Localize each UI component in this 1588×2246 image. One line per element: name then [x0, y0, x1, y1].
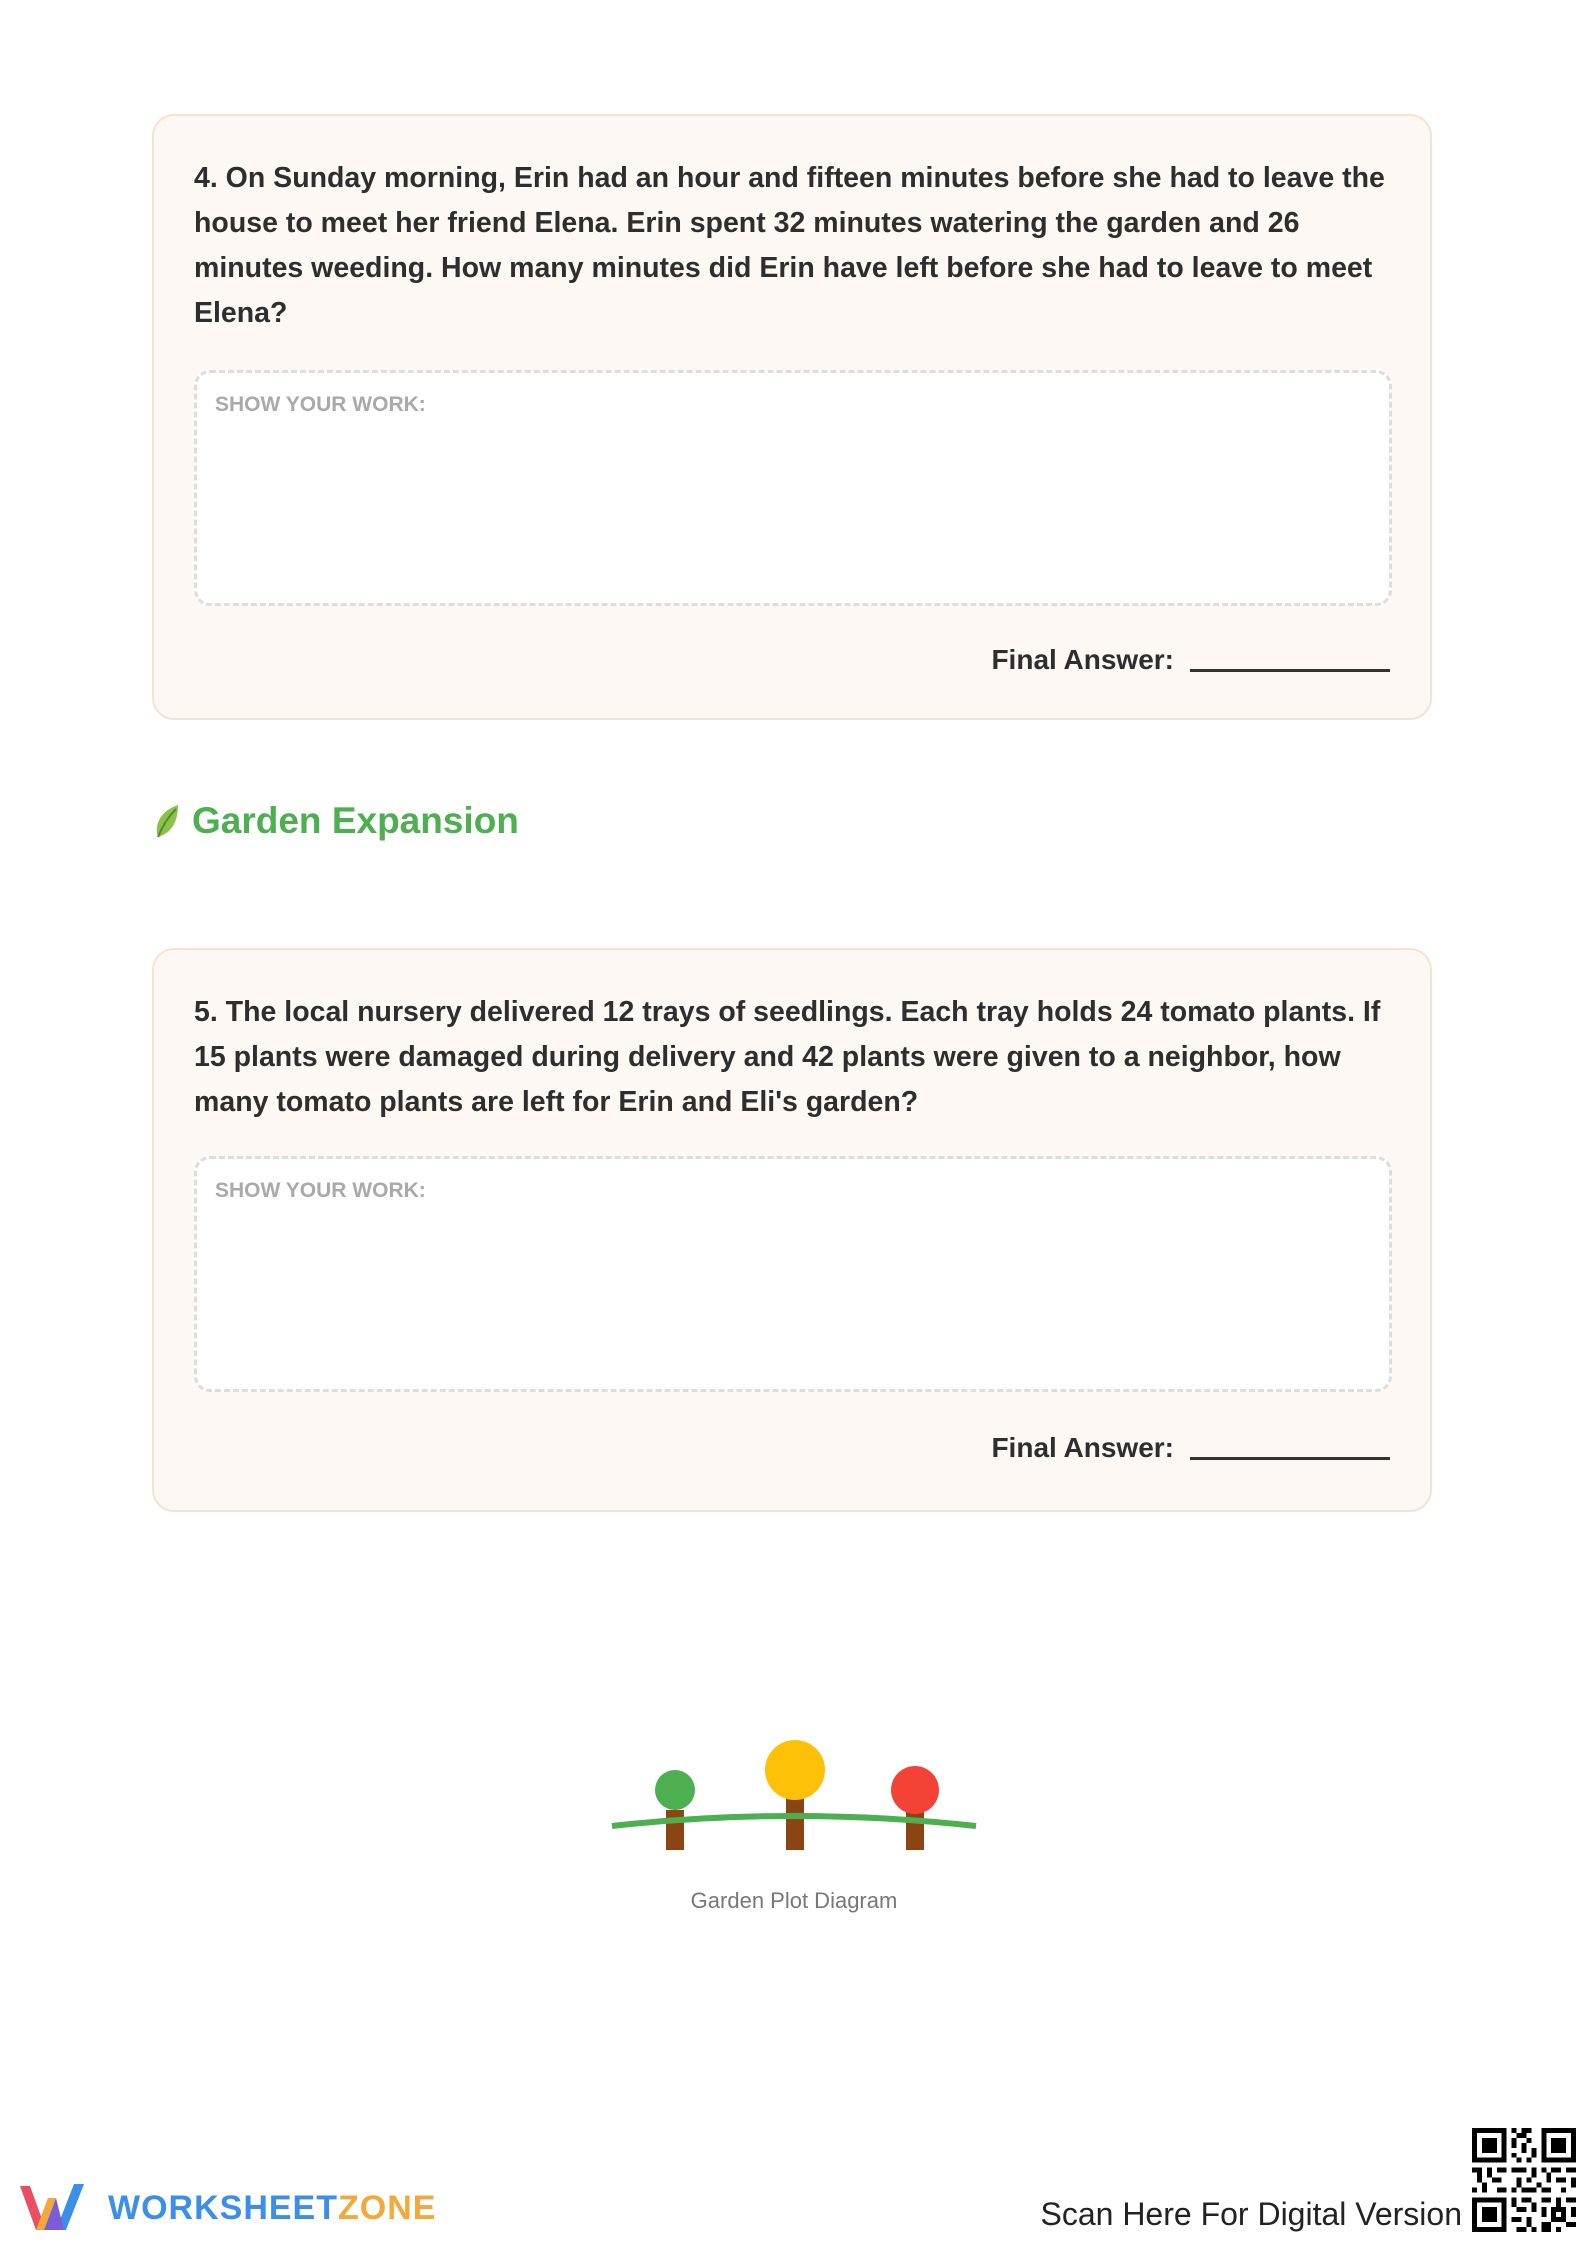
section-title: Garden Expansion: [192, 800, 519, 841]
question-card-5: [152, 948, 1432, 1512]
show-work-label: SHOW YOUR WORK:: [215, 1179, 426, 1202]
question-text: 4. On Sunday morning, Erin had an hour and fifteen minutes before she had to leave the house to meet her friend Elena. Erin spent 32 minutes watering the garden and 26 minutes weeding. How many minutes did Erin have left before she had to leave to meet Elena?: [194, 162, 1385, 329]
plant-top-left: [655, 1770, 695, 1810]
plant-trunk-middle: [786, 1798, 804, 1850]
brand-logo[interactable]: [18, 2180, 436, 2236]
plant-trunk-left: [666, 1810, 684, 1850]
section-heading: [152, 800, 519, 842]
show-work-box[interactable]: [194, 1156, 1392, 1392]
plant-top-middle: [765, 1740, 825, 1800]
question-text: 5. The local nursery delivered 12 trays of seedlings. Each tray holds 24 tomato plants. If 15 plants were damaged during delivery and 42 plants were given to a neighbor, how many tomato plants are left for Erin and Eli's garden?: [194, 996, 1381, 1118]
garden-plot-diagram: [606, 1730, 982, 1860]
show-work-box[interactable]: [194, 370, 1392, 606]
brand-name: WORKSHEETZONE: [108, 2188, 437, 2227]
final-answer-label: Final Answer:: [991, 1432, 1174, 1463]
scan-caption: Scan Here For Digital Version: [1040, 2196, 1462, 2232]
plant-trunk-right: [906, 1810, 924, 1850]
diagram-caption: Garden Plot Diagram: [690, 1888, 898, 1913]
final-answer-line[interactable]: [1190, 1457, 1390, 1460]
qr-code-icon[interactable]: [1472, 2128, 1576, 2232]
final-answer-line[interactable]: [1190, 669, 1390, 672]
worksheetzone-logo-icon: [18, 2180, 94, 2236]
final-answer-row: [991, 1424, 1390, 1464]
plant-top-right: [891, 1766, 939, 1814]
show-work-label: SHOW YOUR WORK:: [215, 393, 426, 416]
final-answer-row: [991, 636, 1390, 676]
question-card-4: [152, 114, 1432, 720]
final-answer-label: Final Answer:: [991, 644, 1174, 675]
leaf-icon: [152, 801, 182, 841]
